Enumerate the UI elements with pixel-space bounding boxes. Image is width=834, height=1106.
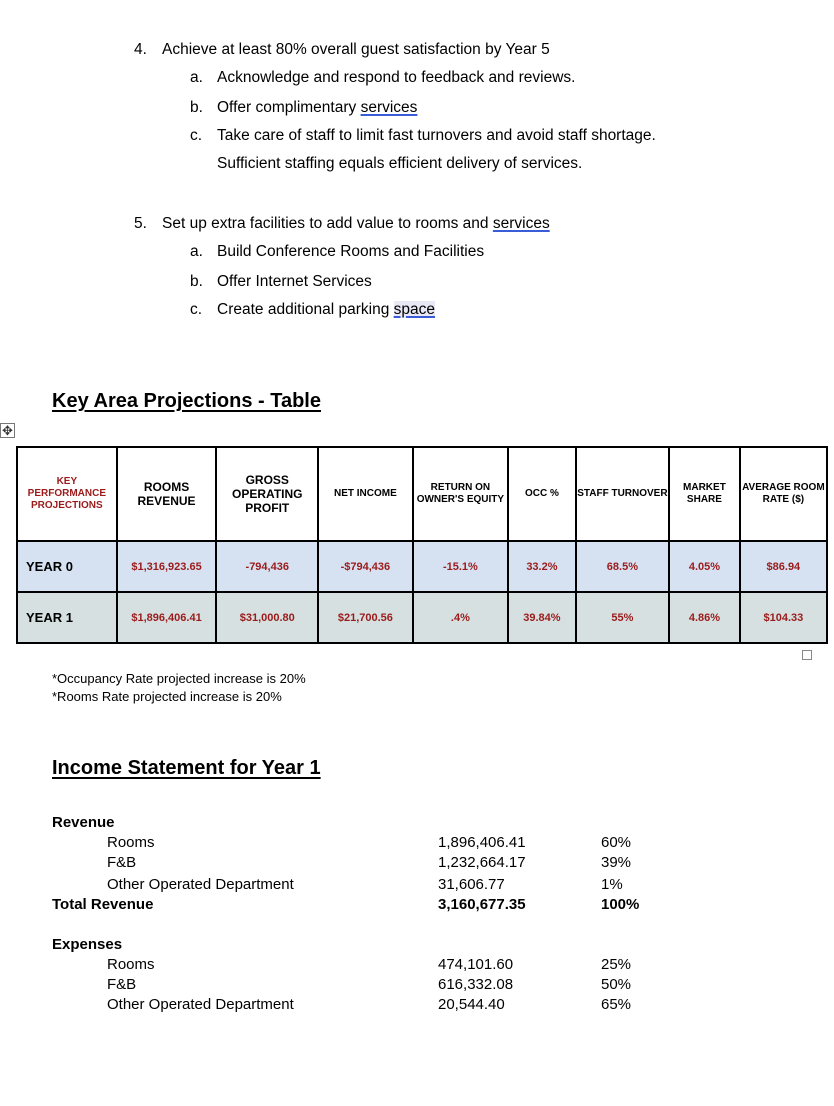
column-header: STAFF TURNOVER: [576, 447, 669, 541]
projection-note: *Occupancy Rate projected increase is 20%: [52, 671, 306, 686]
column-header: GROSS OPERATING PROFIT: [216, 447, 318, 541]
column-header: KEY PERFORMANCE PROJECTIONS: [17, 447, 117, 541]
expense-line-pct: 65%: [601, 996, 632, 1013]
projections-heading: Key Area Projections - Table: [52, 390, 321, 412]
table-cell: $31,000.80: [216, 592, 318, 643]
goal-5: [134, 215, 550, 233]
spellcheck-word[interactable]: services: [492, 215, 550, 232]
revenue-line-amount: 1,232,664.17: [438, 854, 526, 871]
income-statement-heading: Income Statement for Year 1: [52, 757, 321, 779]
table-cell: 4.05%: [669, 541, 740, 592]
table-cell: .4%: [413, 592, 509, 643]
item-text: Offer complimentary: [217, 99, 361, 116]
table-cell: $1,316,923.65: [117, 541, 217, 592]
revenue-line-name: F&B: [107, 854, 137, 871]
goal-number: 4.: [134, 41, 147, 58]
resize-handle-icon[interactable]: [802, 650, 812, 660]
expense-line-name: F&B: [107, 976, 137, 993]
expense-line-pct: 50%: [601, 976, 632, 993]
table-cell: $104.33: [740, 592, 827, 643]
table-row: [17, 592, 827, 643]
column-header: NET INCOME: [318, 447, 413, 541]
goal-4: [134, 41, 550, 59]
revenue-line-amount: 1,896,406.41: [438, 834, 526, 851]
goal-4-item-a: [190, 69, 575, 87]
table-cell: -794,436: [216, 541, 318, 592]
expense-line-name: Rooms: [107, 956, 155, 973]
table-header-row: [17, 447, 827, 541]
table-row: [17, 541, 827, 592]
move-arrows-icon[interactable]: ✥: [0, 423, 15, 438]
goal-4-item-b: [190, 99, 417, 117]
spellcheck-word[interactable]: services: [360, 99, 418, 116]
item-text: Create additional parking: [217, 301, 394, 318]
table-cell: 55%: [576, 592, 669, 643]
total-revenue-label: Total Revenue: [52, 896, 154, 913]
goal-4-item-c-continuation: Sufficient staffing equals efficient delivery of services.: [217, 155, 583, 172]
expense-line-pct: 25%: [601, 956, 632, 973]
goal-4-item-c: [190, 127, 656, 145]
projections-table: [16, 446, 828, 644]
goal-text: Achieve at least 80% overall guest satisfaction by Year 5: [162, 41, 550, 58]
expense-line-amount: 474,101.60: [438, 956, 514, 973]
revenue-line-amount: 31,606.77: [438, 876, 505, 893]
column-header: OCC %: [508, 447, 576, 541]
expense-line-amount: 616,332.08: [438, 976, 514, 993]
column-header: RETURN ON OWNER'S EQUITY: [413, 447, 509, 541]
revenue-line-pct: 60%: [601, 834, 632, 851]
goal-number: 5.: [134, 215, 147, 232]
revenue-title: Revenue: [52, 814, 115, 831]
item-letter: b.: [190, 99, 203, 116]
projection-note: *Rooms Rate projected increase is 20%: [52, 689, 282, 704]
table-cell: 4.86%: [669, 592, 740, 643]
total-revenue-amount: 3,160,677.35: [438, 896, 526, 913]
item-text: Build Conference Rooms and Facilities: [217, 243, 485, 260]
goal-5-item-c: [190, 301, 435, 319]
table-cell: 33.2%: [508, 541, 576, 592]
goal-5-item-b: [190, 273, 372, 291]
expense-line-amount: 20,544.40: [438, 996, 505, 1013]
item-letter: a.: [190, 69, 203, 86]
item-letter: a.: [190, 243, 203, 260]
item-text: Take care of staff to limit fast turnovers and avoid staff shortage.: [217, 127, 656, 144]
goal-5-item-a: [190, 243, 484, 261]
total-revenue-pct: 100%: [601, 896, 640, 913]
expenses-title: Expenses: [52, 936, 123, 953]
table-cell: $1,896,406.41: [117, 592, 217, 643]
table-cell: 39.84%: [508, 592, 576, 643]
item-letter: b.: [190, 273, 203, 290]
column-header: MARKET SHARE: [669, 447, 740, 541]
item-letter: c.: [190, 127, 203, 144]
goal-text: Set up extra facilities to add value to rooms and: [162, 215, 493, 232]
column-header: AVERAGE ROOM RATE ($): [740, 447, 827, 541]
revenue-line-name: Other Operated Department: [107, 876, 294, 893]
expense-line-name: Other Operated Department: [107, 996, 294, 1013]
revenue-line-pct: 39%: [601, 854, 632, 871]
table-cell: $21,700.56: [318, 592, 413, 643]
revenue-line-pct: 1%: [601, 876, 623, 893]
row-label: YEAR 0: [17, 541, 117, 592]
row-label: YEAR 1: [17, 592, 117, 643]
table-cell: -$794,436: [318, 541, 413, 592]
item-letter: c.: [190, 301, 203, 318]
revenue-line-name: Rooms: [107, 834, 155, 851]
item-text: Acknowledge and respond to feedback and reviews.: [217, 69, 576, 86]
column-header: ROOMS REVENUE: [117, 447, 217, 541]
table-cell: $86.94: [740, 541, 827, 592]
table-cell: -15.1%: [413, 541, 509, 592]
table-cell: 68.5%: [576, 541, 669, 592]
spellcheck-word[interactable]: space: [393, 301, 436, 318]
item-text: Offer Internet Services: [217, 273, 372, 290]
